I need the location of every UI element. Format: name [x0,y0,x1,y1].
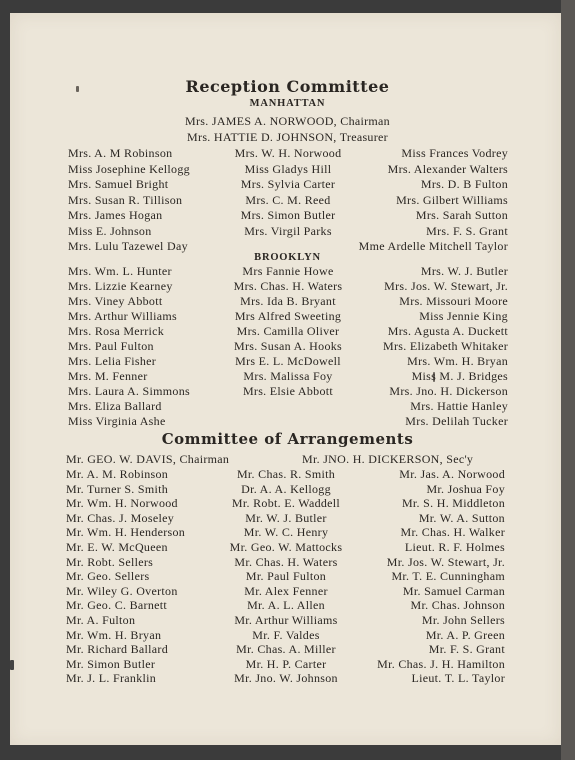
member-name: Mr. Turner S. Smith [66,481,169,496]
member-name: Mr. John Sellers [421,613,505,627]
member-name: Miss Jennie King [419,309,508,323]
member-name: Mrs Fannie Howe [242,264,334,278]
name-row [0,598,575,613]
member-name: Mrs. D. B Fulton [420,177,508,191]
member-name: Mr. T. E. Cunningham [391,569,505,584]
member-name: Mr. Wm. H. Bryan [66,627,162,642]
name-row [0,511,575,526]
member-name: Mrs. Susan R. Tillison [68,192,183,207]
member-name: Mr. A. L. Allen [247,598,325,613]
member-name: Mr. Robt. Sellers [66,554,154,569]
member-name: Mr. Geo. C. Barnett [66,598,168,613]
member-name: Mr. Samuel Carman [402,583,505,598]
member-name: Mrs. Malissa Foy [243,369,333,383]
name-row [0,569,575,584]
manhattan-heading: MANHATTAN [249,98,326,109]
member-name: Mr. E. W. McQueen [66,540,168,554]
member-name: Miss M. J. Bridges [411,369,508,383]
brooklyn-heading: BROOKLYN [254,252,321,263]
member-name: Mr. F. S. Grant [428,642,505,657]
member-name: Mrs. W. J. Butler [420,264,508,278]
member-name: Mrs. C. M. Reed [245,192,331,207]
member-name: Mrs. Susan A. Hooks [233,339,343,353]
member-name: Mr. Chas. Johnson [410,598,505,613]
name-row [0,309,575,324]
member-name: Mrs. Eliza Ballard [68,399,162,413]
member-name: Mr. Paul Fulton [245,569,327,584]
name-row [0,613,575,628]
member-name: Mr. Chas. J. H. Hamilton [377,656,505,671]
member-name: Mrs. Gilbert Williams [396,192,508,207]
name-row [0,414,575,429]
member-name: Mr. Geo. Sellers [66,569,150,584]
member-name: Mr. F. Valdes [252,627,320,642]
member-name: Miss Frances Vodrey [401,146,508,160]
member-name: Mrs. Sylvia Carter [240,177,336,191]
member-name: Mrs. Rosa Merrick [68,324,165,338]
member-name: Mr. A. P. Green [425,627,505,642]
member-name: Mrs. Camilla Oliver [236,324,340,338]
member-name: Mrs. Chas. H. Waters [233,279,343,293]
member-name: Mr. A. M. Robinson [66,467,169,481]
member-name: Mrs. Lelia Fisher [68,354,157,368]
name-row [0,339,575,354]
member-name: Mr. Chas. A. Miller [236,642,336,657]
member-name: Mrs. Jno. H. Dickerson [389,384,508,398]
name-row [0,294,575,309]
name-row [0,177,575,192]
member-name: Mrs. Agusta A. Duckett [387,324,508,338]
member-name: Lieut. R. F. Holmes [404,540,505,554]
member-name: Miss Josephine Kellogg [68,161,190,176]
arrangements-officers [0,452,575,467]
name-row [0,369,575,384]
name-row [0,224,575,239]
member-name: Mrs. Lulu Tazewel Day [68,239,188,253]
name-row [0,467,575,482]
name-row [0,354,575,369]
member-name: Mr. Chas. H. Walker [400,525,505,540]
member-name: Mrs Alfred Sweeting [234,309,342,323]
member-name: Mr. Geo. W. Mattocks [229,540,343,554]
member-name: Mrs. Lizzie Kearney [68,279,173,293]
member-name: Mrs. Arthur Williams [68,309,177,323]
member-name: Dr. A. A. Kellogg [241,481,331,496]
member-name: Mrs. Jos. W. Stewart, Jr. [384,279,508,293]
name-row [0,555,575,570]
member-name: Mr. Chas. J. Moseley [66,510,174,525]
member-name: Mr. Wiley G. Overton [66,583,178,598]
name-row [0,671,575,686]
member-name: Mme Ardelle Mitchell Taylor [358,239,508,253]
member-name: Mrs E. L. McDowell [235,354,341,368]
member-name: Mr. W. A. Sutton [418,510,505,525]
member-name: Miss E. Johnson [68,223,152,238]
member-name: Mrs. Simon Butler [240,208,336,222]
name-row [0,193,575,208]
name-row [0,540,575,555]
name-row [0,384,575,399]
member-name: Mr. Alex Fenner [244,583,328,598]
name-row [0,525,575,540]
name-row [0,264,575,279]
member-name: Mrs. Elsie Abbott [242,384,334,398]
member-name: Mrs. Hattie Hanley [410,399,508,413]
name-row [0,324,575,339]
member-name: Mrs. Ida B. Bryant [240,294,336,308]
member-name: Mrs. Laura A. Simmons [68,384,190,398]
member-name: Mrs. Alexander Walters [387,161,508,176]
member-name: Miss Virginia Ashe [68,414,166,428]
member-name: Mrs. Wm. H. Bryan [407,354,508,368]
member-name: Mr. Chas. H. Waters [234,554,338,569]
member-name: Mr. Chas. R. Smith [236,467,336,481]
name-row [0,162,575,177]
member-name: Mr. Richard Ballard [66,642,169,657]
member-name: Mr. Jno. W. Johnson [234,671,338,686]
reception-treasurer: Mrs. HATTIE D. JOHNSON, Treasurer [187,130,388,144]
name-row [0,657,575,672]
member-name: Mr. H. P. Carter [245,656,327,671]
member-name: Miss Gladys Hill [244,161,332,176]
name-row [0,399,575,414]
member-name: Mr. Simon Butler [66,656,156,671]
member-name: Mrs. Elizabeth Whitaker [383,339,508,353]
member-name: Mrs. Sarah Sutton [415,208,508,222]
member-name: Lieut. T. L. Taylor [411,671,505,686]
member-name: Mrs. Virgil Parks [244,223,332,238]
name-row [0,208,575,223]
name-row [0,279,575,294]
member-name: Mr. W. J. Butler [245,510,327,525]
arrangements-secretary: Mr. JNO. H. DICKERSON, Sec'y [302,452,474,466]
member-name: Mr. A. Fulton [66,613,136,627]
member-name: Mrs. M. Fenner [68,369,148,383]
arrangements-committee-title: Committee of Arrangements [161,430,414,448]
name-row [0,146,575,161]
name-row [0,482,575,497]
member-name: Mr. Wm. H. Norwood [66,496,178,511]
member-name: Mr. Arthur Williams [234,613,338,627]
reception-committee-title: Reception Committee [185,77,390,96]
member-name: Mrs. Paul Fulton [68,339,154,353]
member-name: Mrs. W. H. Norwood [234,146,342,160]
member-name: Mr. W. C. Henry [243,525,329,540]
member-name: Mrs. Missouri Moore [399,294,508,308]
reception-chairman: Mrs. JAMES A. NORWOOD, Chairman [185,114,390,128]
name-row [0,642,575,657]
member-name: Mrs. A. M Robinson [68,146,173,160]
member-name: Mr. J. L. Franklin [66,671,157,686]
member-name: Mrs. Viney Abbott [68,294,163,308]
member-name: Mr. Robt. E. Waddell [231,496,341,511]
name-row [0,496,575,511]
member-name: Mr. Jos. W. Stewart, Jr. [386,554,505,569]
name-row [0,584,575,599]
arrangements-chairman: Mr. GEO. W. DAVIS, Chairman [66,452,230,466]
name-row [0,628,575,643]
member-name: Mrs. Samuel Bright [68,177,169,191]
member-name: Mr. Jas. A. Norwood [399,467,505,481]
member-name: Mr. Joshua Foy [426,481,505,496]
member-name: Mrs. Wm. L. Hunter [68,264,172,278]
member-name: Mr. S. H. Middleton [401,496,505,511]
member-name: Mrs. Delilah Tucker [405,414,508,428]
member-name: Mrs. F. S. Grant [426,223,508,238]
member-name: Mr. Wm. H. Henderson [66,525,186,540]
member-name: Mrs. James Hogan [68,208,163,222]
